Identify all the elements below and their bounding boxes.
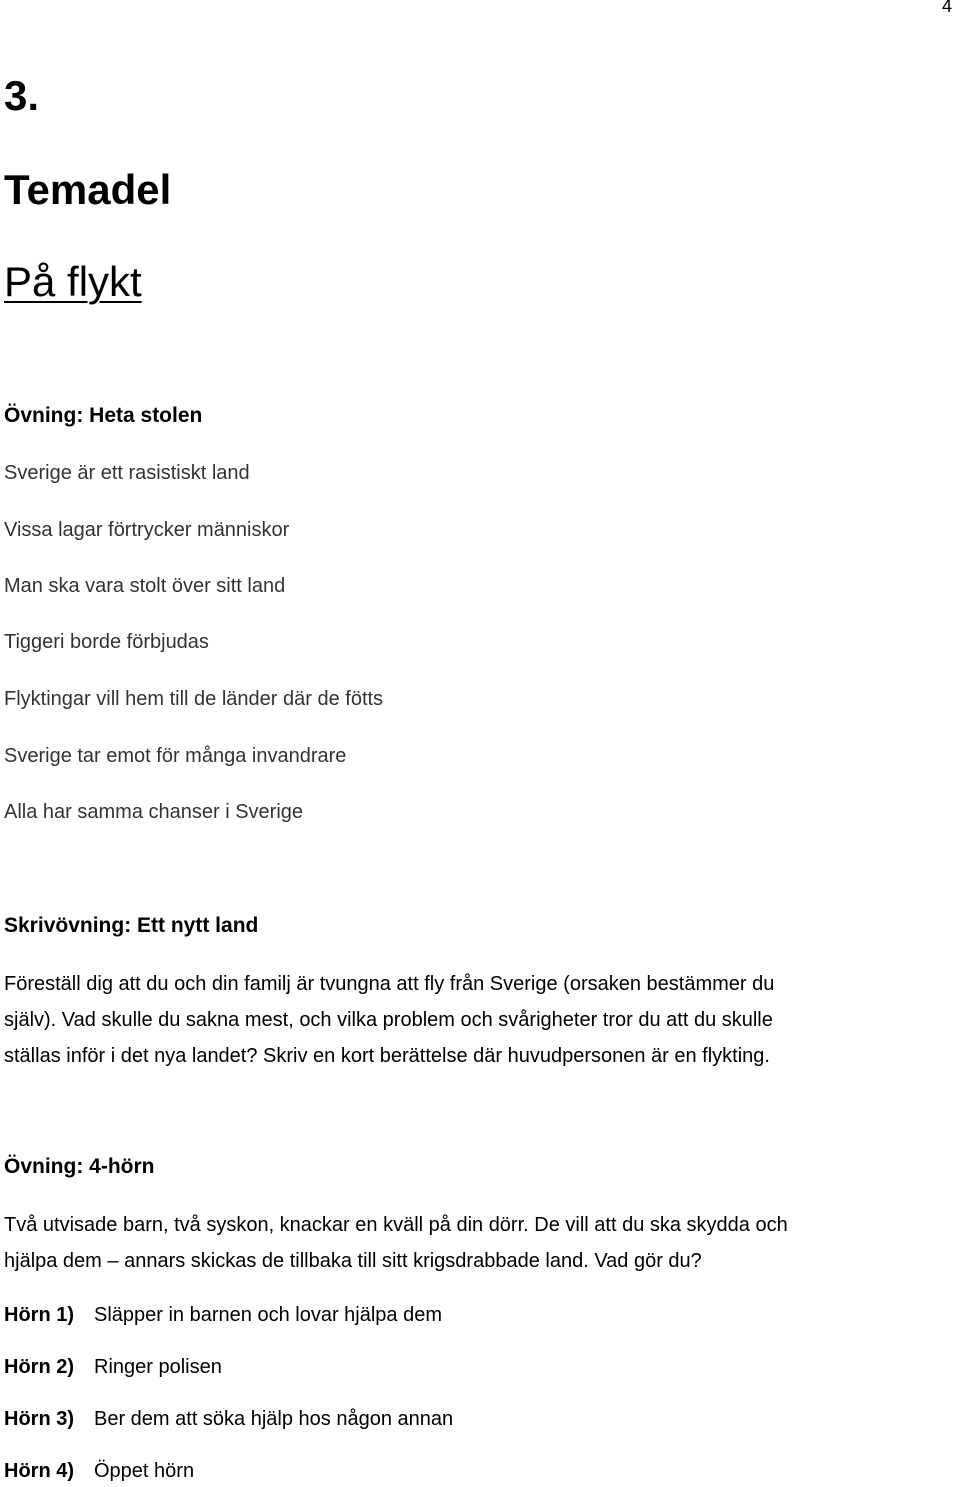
statement-item: Sverige tar emot för många invandrare (4, 745, 347, 767)
paragraph-line: ställas inför i det nya landet? Skriv en kort berättelse där huvudpersonen är en flykting. (4, 1045, 770, 1067)
corner-label: Hörn 3) (4, 1408, 74, 1430)
statement-item: Tiggeri borde förbjudas (4, 631, 209, 653)
corner-text: Släpper in barnen och lovar hjälpa dem (94, 1304, 442, 1326)
paragraph-line: Föreställ dig att du och din familj är tvungna att fly från Sverige (orsaken bestämmer du (4, 973, 775, 995)
corner-label: Hörn 1) (4, 1304, 74, 1326)
chapter-number: 3. (4, 72, 40, 119)
fyra-horn-paragraph (4, 1207, 914, 1279)
statement-item: Sverige är ett rasistiskt land (4, 462, 250, 484)
chapter-title: Temadel (4, 166, 172, 213)
statement-item: Flyktingar vill hem till de länder där de fötts (4, 688, 384, 710)
corner-text: Ber dem att söka hjälp hos någon annan (94, 1408, 454, 1430)
paragraph-line: hjälpa dem – annars skickas de tillbaka till sitt krigsdrabbade land. Vad gör du? (4, 1250, 702, 1272)
corner-label: Hörn 4) (4, 1460, 74, 1482)
skrivovning-heading-prefix: Skrivövning (4, 914, 125, 937)
fyra-horn-heading: Övning: 4-hörn (4, 1155, 155, 1178)
heta-stolen-heading: Övning: Heta stolen (4, 404, 203, 427)
skrivovning-heading-colon-part (124, 914, 258, 937)
corner-text: Öppet hörn (94, 1460, 195, 1482)
corner-option-2 (4, 1356, 222, 1379)
corner-option-3 (4, 1408, 453, 1431)
paragraph-line: Två utvisade barn, två syskon, knackar en kväll på din dörr. De vill att du ska skydda och (4, 1214, 788, 1236)
skrivovning-heading-rest: : Ett nytt land (124, 914, 259, 937)
skrivovning-paragraph (4, 966, 914, 1074)
paragraph-line: själv). Vad skulle du sakna mest, och vilka problem och svårigheter tror du att du skulle (4, 1009, 773, 1031)
page-number: 4 (941, 0, 952, 16)
corner-option-1 (4, 1304, 442, 1327)
skrivovning-heading (4, 914, 258, 938)
statement-item: Vissa lagar förtrycker människor (4, 519, 290, 541)
corner-text: Ringer polisen (94, 1356, 222, 1378)
statement-item: Alla har samma chanser i Sverige (4, 801, 304, 823)
theme-title: På flykt (4, 258, 142, 305)
statement-item: Man ska vara stolt över sitt land (4, 575, 286, 597)
corner-label: Hörn 2) (4, 1356, 74, 1378)
corner-option-4 (4, 1460, 194, 1483)
